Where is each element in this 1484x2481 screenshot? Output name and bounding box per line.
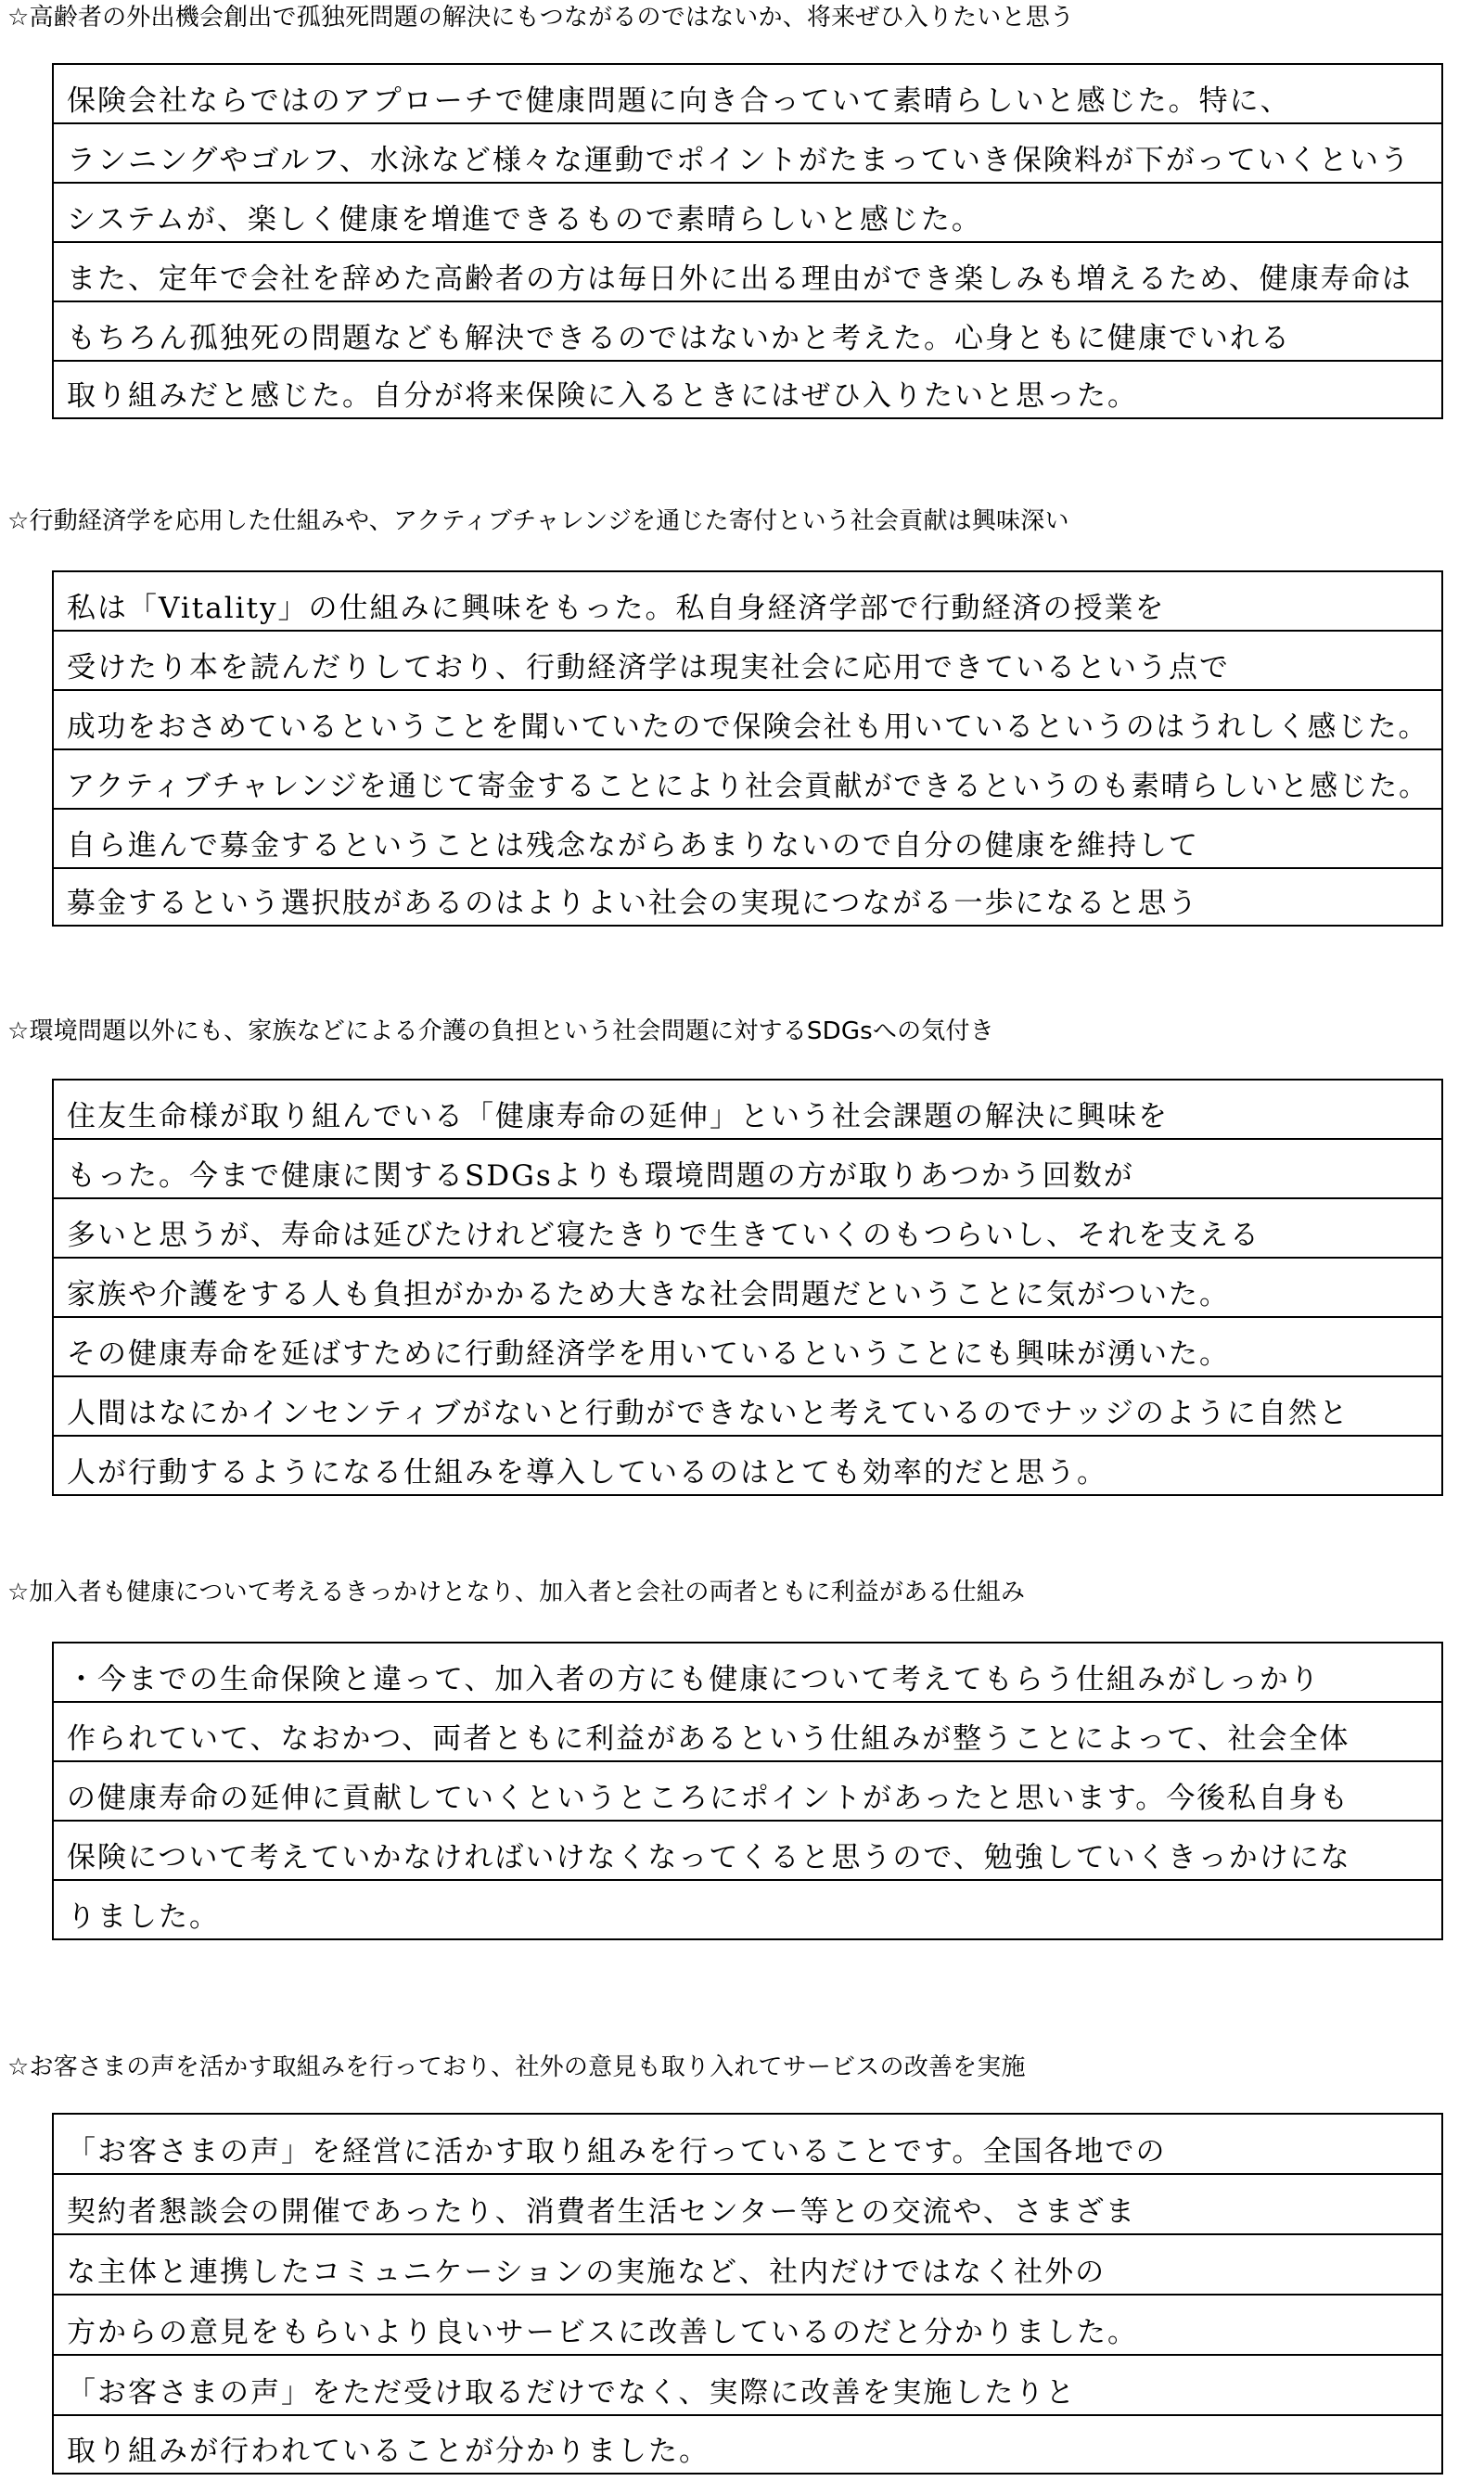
- handwritten-comment-box: [52, 570, 1443, 927]
- comment-line: 保険について考えていかなければいけなくなってくると思うので、勉強していくきっかけにな: [54, 1822, 1441, 1881]
- section-heading: ☆行動経済学を応用した仕組みや、アクティブチャレンジを通じた寄付という社会貢献は興味深い: [7, 507, 1069, 535]
- comment-line: 方からの意見をもらいより良いサービスに改善しているのだと分かりました。: [54, 2296, 1441, 2356]
- comment-line: 取り組みだと感じた。自分が将来保険に入るときにはぜひ入りたいと思った。: [67, 379, 1138, 413]
- comment-line: 契約者懇談会の開催であったり、消費者生活センター等との交流や、さまざま: [54, 2175, 1441, 2235]
- comment-line: ・今までの生命保険と違って、加入者の方にも健康について考えてもらう仕組みがしっかり: [54, 1643, 1441, 1703]
- section-heading: ☆高齢者の外出機会創出で孤独死問題の解決にもつながるのではないか、将来ぜひ入りたいと思う: [7, 4, 1075, 32]
- comment-line: ランニングやゴルフ、水泳など様々な運動でポイントがたまっていき保険料が下がっていくという: [54, 124, 1441, 184]
- comment-line: もちろん孤独死の問題なども解決できるのではないかと考えた。心身ともに健康でいれる: [54, 302, 1441, 362]
- comment-line: りました。: [67, 1900, 220, 1934]
- comment-line: その健康寿命を延ばすために行動経済学を用いているということにも興味が湧いた。: [54, 1318, 1441, 1377]
- comment-line: 多いと思うが、寿命は延びたけれど寝たきりで生きていくのもつらいし、それを支える: [54, 1199, 1441, 1259]
- handwritten-comment-box: [52, 63, 1443, 419]
- comment-line: 取り組みが行われていることが分かりました。: [67, 2435, 710, 2468]
- section-heading: ☆環境問題以外にも、家族などによる介護の負担という社会問題に対するSDGsへの気付き: [7, 1017, 994, 1045]
- comment-line: 「お客さまの声」を経営に活かす取り組みを行っていることです。全国各地での: [54, 2115, 1441, 2175]
- comment-line: 人間はなにかインセンティブがないと行動ができないと考えているのでナッジのように自然と: [54, 1377, 1441, 1437]
- comment-line: 自ら進んで募金するということは残念ながらあまりないので自分の健康を維持して: [54, 810, 1441, 869]
- comment-line: システムが、楽しく健康を増進できるもので素晴らしいと感じた。: [54, 184, 1441, 243]
- section-heading: ☆お客さまの声を活かす取組みを行っており、社外の意見も取り入れてサービスの改善を実施: [7, 2053, 1026, 2081]
- comment-line: 成功をおさめているということを聞いていたので保険会社も用いているというのはうれしく感じた。: [54, 691, 1441, 750]
- comment-line: な主体と連携したコミュニケーションの実施など、社内だけではなく社外の: [54, 2235, 1441, 2296]
- comment-line: アクティブチャレンジを通じて寄金することにより社会貢献ができるというのも素晴らしいと感じた。: [54, 750, 1441, 810]
- comment-line: もった。今まで健康に関するSDGsよりも環境問題の方が取りあつかう回数が: [54, 1140, 1441, 1199]
- comment-line: 人が行動するようになる仕組みを導入しているのはとても効率的だと思う。: [67, 1456, 1107, 1490]
- section-heading: ☆加入者も健康について考えるきっかけとなり、加入者と会社の両者ともに利益がある仕組み: [7, 1579, 1026, 1606]
- handwritten-comment-box: [52, 1079, 1443, 1496]
- comment-line: 住友生命様が取り組んでいる「健康寿命の延伸」という社会課題の解決に興味を: [54, 1081, 1441, 1140]
- comment-line: 私は「Vitality」の仕組みに興味をもった。私自身経済学部で行動経済の授業を: [54, 572, 1441, 632]
- comment-line: また、定年で会社を辞めた高齢者の方は毎日外に出る理由ができ楽しみも増えるため、健康寿命は: [54, 243, 1441, 302]
- comment-line: 作られていて、なおかつ、両者ともに利益があるという仕組みが整うことによって、社会全体: [54, 1703, 1441, 1762]
- comment-line: 家族や介護をする人も負担がかかるため大きな社会問題だということに気がついた。: [54, 1259, 1441, 1318]
- comment-line: 「お客さまの声」をただ受け取るだけでなく、実際に改善を実施したりと: [54, 2356, 1441, 2416]
- handwritten-comment-box: [52, 1642, 1443, 1940]
- comment-line: 受けたり本を読んだりしており、行動経済学は現実社会に応用できているという点で: [54, 632, 1441, 691]
- handwritten-comment-box: [52, 2113, 1443, 2475]
- comment-line: の健康寿命の延伸に貢献していくというところにポイントがあったと思います。今後私自身も: [54, 1762, 1441, 1822]
- comment-line: 保険会社ならではのアプローチで健康問題に向き合っていて素晴らしいと感じた。特に、: [54, 65, 1441, 124]
- comment-line: 募金するという選択肢があるのはよりよい社会の実現につながる一歩になると思う: [67, 887, 1199, 920]
